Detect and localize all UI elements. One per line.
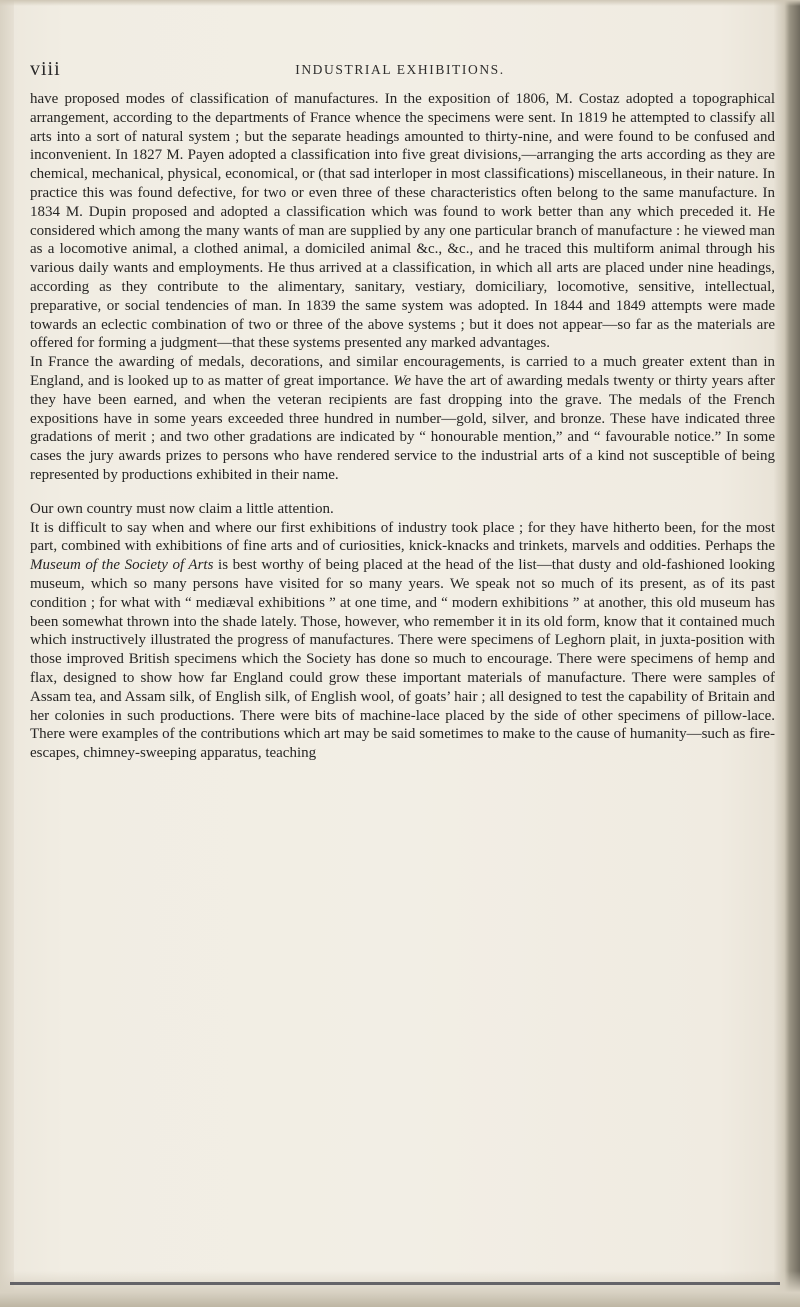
paragraph-society-start: It is difficult to say when and where our first exhibitions of industry took place ; for they have hitherto been, for the most part, combined with exhibitions of fine arts and of curiosities, knick-knacks and trinkets, marvels and oddities. Perhaps the: [30, 519, 775, 555]
paragraph-medals-end: have the art of awarding medals twenty or thirty years after they have been earned, and when the veteran recipients are fast dropping into the grave. The medals of the French expositions have in some years exceeded three hundred in number—gold, silver, and bronze. These have indicated three gradations of merit ; and two other gradations are indicated by “ honourable mention,” and “ favourable notice.” In some cases the jury awards prizes to persons who have rendered service to the industrial arts of a kind not susceptible of being represented by productions exhibited in their name.: [30, 372, 775, 483]
page-left-edge: [0, 0, 14, 1307]
page-top-shadow: [0, 0, 800, 6]
paragraph-medals-start: In France the awarding of medals, decorations, and similar encouragements, is carried to a much greater extent than in England, and is looked up to as matter of great importance.: [30, 354, 775, 389]
paragraph-medals-emphasis: We: [393, 372, 411, 389]
paragraph-medals: [30, 353, 775, 485]
paragraph-society-end: is best worthy of being placed at the head of the list—that dusty and old-fashioned looking museum, which so many persons have visited for so many years. We speak not so much of its present, as of its past condition ; for what with “ mediæval exhibitions ” at one time, and “ modern exhibitions ” at another, this old museum has been somewhat thrown into the shade lately. Those, however, who remember it in its old form, know that it contained much which instructively illustrated the progress of manufactures. There were specimens of Leghorn plait, in juxta-position with those improved British specimens which the Society has done so much to encourage. There were specimens of hemp and flax, designed to show how far England could grow these important materials of manufacture. There were samples of Assam tea, and Assam silk, of English silk, of English wool, of goats’ hair ; all designed to test the capability of Britain and her colonies in such productions. There were bits of machine-lace placed by the side of other specimens of pillow-lace. There were examples of the contributions which art may be said sometimes to make to the cause of humanity—such as fire-escapes, chimney-sweeping apparatus, teaching: [30, 557, 776, 762]
running-head: [0, 58, 800, 88]
page-right-edge: [774, 0, 800, 1307]
bottom-rule: [10, 1282, 780, 1285]
page-bottom-edge: [0, 1271, 800, 1307]
paragraph-society-of-arts: [30, 519, 775, 763]
paragraph-our-country: Our own country must now claim a little attention.: [30, 500, 334, 517]
running-title: INDUSTRIAL EXHIBITIONS.: [295, 62, 505, 77]
body-text: [30, 90, 775, 763]
paragraph-classification: have proposed modes of classification of manufactures. In the exposition of 1806, M. Costaz adopted a topographical arrangement, according to the departments of France whence the specimens were sent. In 1819 he attempted to classify all arts into a sort of natural system ; but the separate headings amounted to thirty-nine, and were found to be confused and inconvenient. In 1827 M. Payen adopted a classification into five great divisions,—arranging the arts according as they are chemical, mechanical, physical, economical, or (that sad interloper in most classifications) miscellaneous, in their nature. In practice this was found defective, for two or even three of these characteristics often belong to the same manufacture. In 1834 M. Dupin proposed and adopted a classification which was found to work better than any which preceded it. He considered which among the many wants of man are supplied by any one particular branch of manufacture : he viewed man as a locomotive animal, a clothed animal, a domiciled animal &c., &c., and he traced this multiform animal through his various daily wants and employments. He thus arrived at a classification, in which all arts are placed under nine headings, according as they contribute to the alimentary, sanitary, vestiary, domiciliary, locomotive, sensitive, intellectual, preparative, or social tendencies of man. In 1839 the same system was adopted. In 1844 and 1849 attempts were made towards an eclectic combination of two or three of the above systems ; but it does not appear—so far as the materials are offered for forming a judgment—that these systems presented any marked advantages.: [30, 91, 775, 352]
page-number: viii: [30, 58, 61, 80]
section-gap: [30, 485, 775, 500]
paragraph-society-emphasis: Museum of the Society of Arts: [30, 557, 214, 574]
